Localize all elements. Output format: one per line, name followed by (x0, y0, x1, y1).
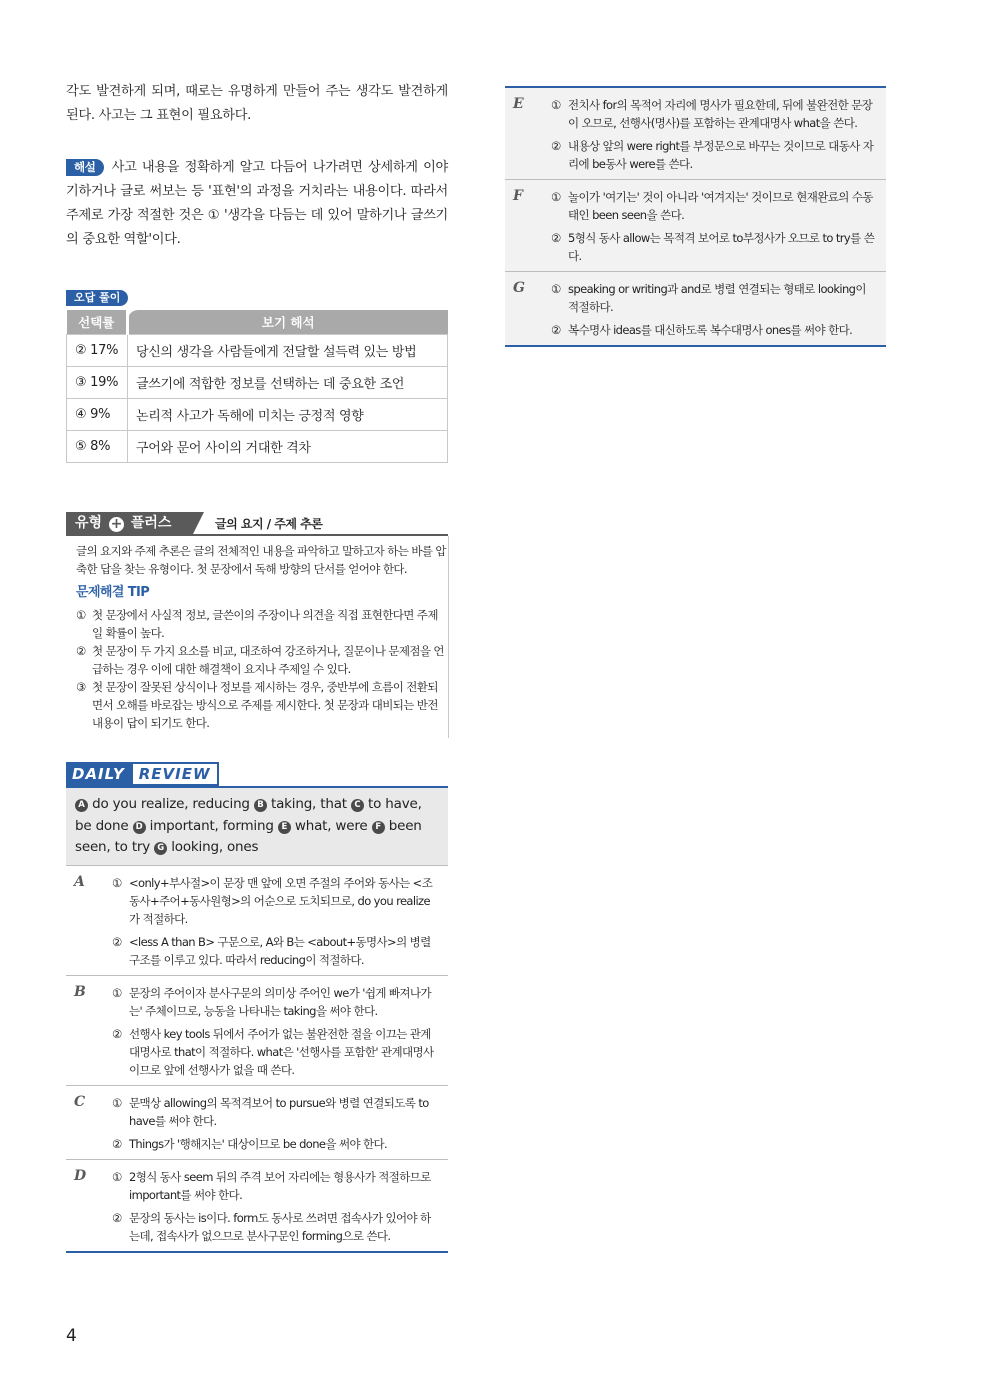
type-plus-subtitle: 글의 요지 / 주제 추론 (215, 516, 323, 531)
explanation-letter: G (513, 280, 525, 296)
tip-number: ③ (76, 680, 86, 694)
odap-choice: ② 17% (67, 335, 128, 367)
explanation-block (505, 179, 886, 271)
odap-text: 논리적 사고가 독해에 미치는 긍정적 영향 (128, 399, 448, 431)
explanation-letter: F (513, 188, 523, 204)
explanation-item (551, 229, 878, 265)
tip-text: 첫 문장이 잘못된 상식이나 정보를 제시하는 경우, 중반부에 흐름이 전환되면서 오해를 바로잡는 방식으로 주제를 제시한다. 첫 문장과 대비되는 반전 내용이 답이 되기도 한다. (92, 680, 438, 730)
explanation-number: ② (551, 139, 561, 153)
explanation-block (66, 1159, 448, 1253)
odap-badge: 오답 풀이 (66, 290, 128, 306)
explanation-block (505, 271, 886, 347)
answer-marker-icon: B (254, 799, 267, 812)
explanation-block (505, 86, 886, 179)
explanation-number: ② (551, 231, 561, 245)
explanation-number: ① (551, 98, 561, 112)
explanation-letter: A (74, 873, 85, 890)
tip-text: 첫 문장에서 사실적 정보, 글쓴이의 주장이나 의견을 직접 표현한다면 주제일 확률이 높다. (92, 608, 438, 640)
tip-item (76, 642, 448, 678)
tip-title: 문제해결 TIP (76, 585, 150, 600)
explanation-number: ② (112, 1026, 122, 1041)
answer-text: to have, be done (75, 796, 422, 834)
answer-marker-icon: C (351, 799, 364, 812)
explanation-item (551, 96, 878, 132)
odap-choice: ③ 19% (67, 367, 128, 399)
answer-text: been seen, to try (75, 817, 422, 855)
odap-section (66, 286, 448, 463)
answer-text: important, forming (149, 817, 274, 834)
explanation-item (551, 137, 878, 173)
answer-summary (66, 786, 448, 865)
type-plus-header (66, 512, 448, 534)
daily-review-section (66, 762, 448, 1253)
answer-text: looking, ones (171, 839, 259, 855)
type-tag-right: 플러스 (130, 515, 172, 531)
explanation-body (112, 1168, 448, 1245)
daily-label: DAILY (66, 762, 131, 786)
type-plus-desc: 글의 요지와 주제 추론은 글의 전체적인 내용을 파악하고 말하고자 하는 바를 압축한 답을 찾는 유형이다. 첫 문장에서 독해 방향의 단서를 얻어야 한다. (76, 544, 446, 576)
explanation-number: ① (551, 282, 561, 296)
explanation-letter: E (513, 96, 524, 112)
odap-row (67, 335, 448, 367)
answer-marker-icon: D (133, 821, 146, 834)
explanation-body (551, 188, 886, 265)
explanation-number: ① (112, 1095, 122, 1110)
explanation-item (112, 1094, 440, 1130)
odap-table (66, 310, 448, 463)
explanation-item (112, 984, 440, 1020)
tip-item (76, 678, 448, 732)
haesul-paragraph (66, 156, 448, 252)
explanation-text: 선행사 key tools 뒤에서 주어가 없는 불완전한 절을 이끄는 관계대명사로 that이 적절하다. what은 '선행사를 포함한' 관계대명사이므로 앞에 선행사가 없을 때 쓴다. (129, 1026, 434, 1077)
explanations-left (66, 865, 448, 1253)
daily-review-tag (66, 762, 219, 786)
right-column (505, 86, 886, 347)
odap-choice: ⑤ 8% (67, 431, 128, 463)
tip-number: ② (76, 644, 86, 658)
explanation-letter: B (74, 983, 86, 1000)
explanation-text: 문맥상 allowing의 목적격보어 to pursue와 병렬 연결되도록 to have를 써야 한다. (129, 1095, 429, 1128)
explanation-item (551, 321, 878, 339)
explanation-text: speaking or writing과 and로 병렬 연결되는 형태로 looking이 적절하다. (568, 282, 866, 314)
review-label: REVIEW (131, 762, 219, 786)
explanation-number: ② (112, 934, 122, 949)
answer-marker-icon: F (372, 821, 385, 834)
explanation-item (551, 280, 878, 316)
explanation-block (66, 865, 448, 975)
odap-row (67, 399, 448, 431)
explanation-number: ② (112, 1210, 122, 1225)
explanation-text: 문장의 주어이자 분사구문의 의미상 주어인 we가 '쉽게 빠져나가는' 주체이므로, 능동을 나타내는 taking을 써야 한다. (129, 985, 431, 1018)
explanation-text: 내용상 앞의 were right를 부정문으로 바꾸는 것이므로 대동사 자리에 be동사 were를 쓴다. (568, 139, 874, 171)
explanation-letter: C (74, 1093, 86, 1110)
explanation-number: ① (112, 1169, 122, 1184)
explanations-right (505, 86, 886, 347)
answer-marker-icon: G (154, 842, 167, 855)
type-plus-tag (66, 512, 193, 534)
odap-row (67, 431, 448, 463)
haesul-badge: 해설 (66, 159, 104, 176)
explanation-number: ② (551, 323, 561, 337)
explanation-body (112, 874, 448, 969)
type-tag-left: 유형 (75, 515, 103, 531)
plus-icon: + (110, 516, 123, 532)
tip-item (76, 606, 448, 642)
explanation-body (112, 1094, 448, 1153)
explanation-item (551, 188, 878, 224)
answer-marker-icon: E (278, 821, 291, 834)
explanation-item (112, 874, 440, 928)
tip-text: 첫 문장이 두 가지 요소를 비교, 대조하여 강조하거나, 질문이나 문제점을 언급하는 경우 이에 대한 해결책이 요지나 주제일 수 있다. (92, 644, 444, 676)
odap-choice: ④ 9% (67, 399, 128, 431)
explanation-text: <less A than B> 구문으로, A와 B는 <about+동명사>의 병렬 구조를 이루고 있다. 따라서 reducing이 적절하다. (129, 934, 431, 967)
explanation-number: ② (112, 1136, 122, 1151)
explanation-item (112, 1209, 440, 1245)
odap-header-text: 보기 해석 (128, 310, 448, 335)
answer-marker-icon: A (75, 799, 88, 812)
tip-list (76, 606, 448, 732)
haesul-text: 사고 내용을 정확하게 알고 다듬어 나가려면 상세하게 이야기하거나 글로 써보는 등 '표현'의 과정을 거치라는 내용이다. 따라서 주제로 가장 적절한 것은 ① '생각을 다듬는 데 있어 말하기나 글쓰기의 중요한 역할'이다. (66, 160, 448, 247)
odap-text: 글쓰기에 적합한 정보를 선택하는 데 중요한 조언 (128, 367, 448, 399)
explanation-body (551, 280, 886, 339)
explanation-text: 복수명사 ideas를 대신하도록 복수대명사 ones를 써야 한다. (568, 323, 853, 337)
explanation-text: 5형식 동사 allow는 목적격 보어로 to부정사가 오므로 to try를 쓴다. (568, 231, 875, 263)
explanation-item (112, 933, 440, 969)
explanation-body (112, 984, 448, 1079)
odap-row (67, 367, 448, 399)
explanation-text: Things가 '행해지는' 대상이므로 be done을 써야 한다. (129, 1136, 388, 1151)
explanation-number: ① (112, 875, 122, 890)
intro-paragraph: 각도 발견하게 되며, 때로는 유명하게 만들어 주는 생각도 발견하게 된다. 사고는 그 표현이 필요하다. (66, 84, 448, 123)
explanation-text: 2형식 동사 seem 뒤의 주격 보어 자리에는 형용사가 적절하므로 important를 써야 한다. (129, 1169, 431, 1202)
explanation-item (112, 1135, 440, 1153)
answer-text: do you realize, reducing (92, 796, 250, 812)
explanation-text: 놀이가 '여기는' 것이 아니라 '여겨지는' 것이므로 현재완료의 수동태인 been seen을 쓴다. (568, 190, 873, 222)
answer-text: taking, that (271, 796, 347, 812)
explanation-body (551, 96, 886, 173)
odap-text: 당신의 생각을 사람들에게 전달할 설득력 있는 방법 (128, 335, 448, 367)
page-number: 4 (66, 1326, 77, 1346)
explanation-item (112, 1168, 440, 1204)
explanation-text: <only+부사절>이 문장 맨 앞에 오면 주절의 주어와 동사는 <조동사+주어+동사원형>의 어순으로 도치되므로, do you realize가 적절하다. (129, 875, 433, 926)
type-plus-box (66, 536, 449, 738)
explanation-text: 문장의 동사는 is이다. form도 동사로 쓰려면 접속사가 있어야 하는데, 접속사가 없으므로 분사구문인 forming으로 쓴다. (129, 1210, 431, 1243)
explanation-block (66, 975, 448, 1085)
explanation-block (66, 1085, 448, 1159)
explanation-text: 전치사 for의 목적어 자리에 명사가 필요한데, 뒤에 불완전한 문장이 오므로, 선행사(명사)를 포함하는 관계대명사 what을 쓴다. (568, 98, 873, 130)
tip-number: ① (76, 608, 86, 622)
answer-text: what, were (294, 817, 368, 834)
odap-text: 구어와 문어 사이의 거대한 격차 (128, 431, 448, 463)
left-column (66, 80, 448, 1253)
explanation-item (112, 1025, 440, 1079)
odap-header-choice: 선택률 (67, 310, 128, 335)
explanation-letter: D (74, 1167, 87, 1184)
explanation-number: ① (112, 985, 122, 1000)
explanation-number: ① (551, 190, 561, 204)
